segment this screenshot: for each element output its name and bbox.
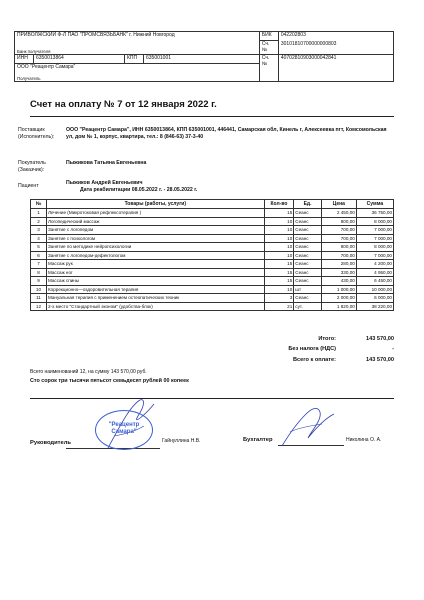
buyer-value: Пыжикова Татьяна Евгеньевна — [66, 160, 147, 166]
table-row — [31, 302, 394, 311]
row-sum: 7 000,00 — [356, 251, 393, 260]
row-unit: Сеанс — [294, 294, 321, 303]
row-goods: Занятие с логопедом-дефектологом — [46, 251, 264, 260]
table-row — [31, 209, 394, 218]
row-quantity: 15 — [264, 268, 294, 277]
row-quantity: 10 — [264, 226, 294, 235]
corr-account-value: 30101810700000000803 — [278, 41, 393, 55]
table-row — [31, 217, 394, 226]
row-unit: Сеанс — [294, 268, 321, 277]
row-number: 10 — [31, 285, 47, 294]
header-goods: Товары (работы, услуги) — [46, 200, 264, 209]
table-row — [31, 294, 394, 303]
row-price: 700,00 — [321, 234, 356, 243]
row-quantity: 15 — [264, 277, 294, 286]
kpp-label: КПП — [125, 55, 144, 64]
row-sum: 8 000,00 — [356, 217, 393, 226]
kpp-value: 635001001 — [144, 55, 260, 64]
row-number: 12 — [31, 302, 47, 311]
row-unit: шт — [294, 285, 321, 294]
row-sum: 4 950,00 — [356, 268, 393, 277]
row-number: 1 — [31, 209, 47, 218]
row-price: 2 450,00 — [321, 209, 356, 218]
header-quantity: Кол-во — [264, 200, 294, 209]
vat-label: Без налога (НДС) — [288, 346, 336, 352]
director-name: Гайнуллина Н.В. — [162, 438, 201, 444]
table-row — [31, 285, 394, 294]
row-number: 8 — [31, 268, 47, 277]
row-goods: Массаж ног — [46, 268, 264, 277]
row-quantity: 10 — [264, 243, 294, 252]
account-value: 40702810903000042841 — [278, 55, 393, 82]
row-price: 2 000,00 — [321, 294, 356, 303]
bik-label: БИК — [259, 32, 278, 41]
row-number: 5 — [31, 243, 47, 252]
row-price: 280,00 — [321, 260, 356, 269]
title-divider — [30, 116, 394, 117]
row-sum: 8 000,00 — [356, 243, 393, 252]
row-goods: Лечение (Микротоковая рефлексотерапия ) — [46, 209, 264, 218]
header-price: Цена — [321, 200, 356, 209]
stamp-line-2: Самара" — [111, 429, 137, 435]
header-unit: Ед. — [294, 200, 321, 209]
row-goods: Занятие по методике нейропсихологии — [46, 243, 264, 252]
row-unit: Сеанс — [294, 277, 321, 286]
invoice-title: Счет на оплату № 7 от 12 января 2022 г. — [30, 99, 217, 110]
row-sum: 10 000,00 — [356, 285, 393, 294]
rehab-period: Дата реабилитации 08.05.2022 г. - 28.05.2022 г. — [80, 187, 198, 193]
table-row — [31, 277, 394, 286]
bank-recipient-label: Банк получателя — [15, 48, 260, 55]
row-number: 3 — [31, 226, 47, 235]
table-row — [31, 234, 394, 243]
stamp-line-1: "Реацентр — [108, 422, 140, 428]
row-goods: Массаж рук — [46, 260, 264, 269]
row-price: 430,00 — [321, 277, 356, 286]
table-row — [31, 243, 394, 252]
row-quantity: 15 — [264, 260, 294, 269]
row-quantity: 10 — [264, 251, 294, 260]
accountant-signature — [278, 402, 338, 448]
recipient-label: Получатель — [15, 73, 260, 82]
patient-value: Пыжиков Андрей Евгеньевич — [66, 180, 143, 186]
row-goods: Массаж спины — [46, 277, 264, 286]
row-price: 800,00 — [321, 217, 356, 226]
row-number: 7 — [31, 260, 47, 269]
header-number: № — [31, 200, 47, 209]
table-row — [31, 260, 394, 269]
total-value: 143 570,00 — [366, 336, 394, 342]
buyer-label: Покупатель (Заказчик): — [18, 160, 46, 173]
row-price: 800,00 — [321, 243, 356, 252]
row-sum: 6 000,00 — [356, 294, 393, 303]
row-unit: Сеанс — [294, 226, 321, 235]
inn-label: ИНН — [15, 55, 34, 64]
row-quantity: 10 — [264, 234, 294, 243]
bik-value: 042202803 — [278, 32, 393, 41]
row-price: 700,00 — [321, 251, 356, 260]
header-sum: Сумма — [356, 200, 393, 209]
row-quantity: 21 — [264, 302, 294, 311]
row-goods: Занятие с психологом — [46, 234, 264, 243]
row-goods: Мануальная терапия с применением остеопатических техник — [46, 294, 264, 303]
row-price: 330,00 — [321, 268, 356, 277]
bank-name-cell — [15, 32, 260, 49]
supplier-value: ООО "Реацентр Самара", ИНН 6350013864, КПП 635001001, 446441, Самарская обл, Кинель г, Алексеевка пгт, Комсомольская ул, дом № 1, корпус, квартира, тел.: 8 (846-63) 37-3-40 — [66, 127, 387, 140]
company-stamp — [95, 410, 153, 450]
row-sum: 7 000,00 — [356, 234, 393, 243]
row-number: 2 — [31, 217, 47, 226]
bank-name: ПРИВОЛЖСКИЙ Ф-Л ПАО "ПРОМСВЯЗЬБАНК" г. Нижний Новгород — [17, 32, 175, 38]
director-label: Руководитель — [30, 440, 71, 446]
row-sum: 36 750,00 — [356, 209, 393, 218]
recipient-name: ООО "Реацентр Самара" — [15, 64, 260, 74]
row-unit: Сеанс — [294, 251, 321, 260]
accountant-label: Бухгалтер — [243, 437, 273, 443]
row-quantity: 15 — [264, 209, 294, 218]
row-quantity: 3 — [264, 294, 294, 303]
table-row — [31, 268, 394, 277]
pay-label: Всего к оплате: — [292, 357, 336, 363]
row-unit: Сеанс — [294, 217, 321, 226]
row-quantity: 10 — [264, 285, 294, 294]
row-unit: Сеанс — [294, 234, 321, 243]
patient-label: Пациент — [18, 183, 39, 189]
row-quantity: 10 — [264, 217, 294, 226]
row-number: 6 — [31, 251, 47, 260]
row-number: 11 — [31, 294, 47, 303]
row-sum: 6 450,00 — [356, 277, 393, 286]
summary-count: Всего наименований 12, на сумму 143 570,00 руб. — [30, 369, 147, 375]
inn-value: 6350013864 — [34, 55, 125, 64]
row-unit: Сеанс — [294, 260, 321, 269]
row-goods: Занятие с логопедом — [46, 226, 264, 235]
accountant-name: Николина О. А. — [346, 437, 382, 443]
vat-value: - — [392, 346, 394, 352]
pay-value: 143 570,00 — [366, 357, 394, 363]
table-row — [31, 226, 394, 235]
items-header-row — [31, 200, 394, 209]
row-sum: 7 000,00 — [356, 226, 393, 235]
row-unit: Сеанс — [294, 243, 321, 252]
row-price: 700,00 — [321, 226, 356, 235]
row-sum: 38 220,00 — [356, 302, 393, 311]
items-table — [30, 199, 394, 311]
summary-words: Сто сорок три тысячи пятьсот семьдесят рублей 00 копеек — [30, 378, 189, 384]
table-row — [31, 251, 394, 260]
row-number: 4 — [31, 234, 47, 243]
corr-account-label: Сч. № — [259, 41, 278, 55]
row-sum: 4 200,00 — [356, 260, 393, 269]
row-goods: Логопедический массаж — [46, 217, 264, 226]
summary-divider — [30, 398, 394, 399]
row-price: 1 820,00 — [321, 302, 356, 311]
supplier-label: Поставщик (Исполнитель): — [18, 127, 55, 140]
row-unit: сут. — [294, 302, 321, 311]
bank-details-table — [14, 31, 394, 82]
row-unit: Сеанс — [294, 209, 321, 218]
total-label: Итого: — [318, 336, 336, 342]
account-label: Сч. № — [259, 55, 278, 82]
row-goods: 2-х место "Стандартный эконом" (удобства-блок) — [46, 302, 264, 311]
row-number: 9 — [31, 277, 47, 286]
row-price: 1 000,00 — [321, 285, 356, 294]
row-goods: Коррекционно—оздоровительная терапия — [46, 285, 264, 294]
